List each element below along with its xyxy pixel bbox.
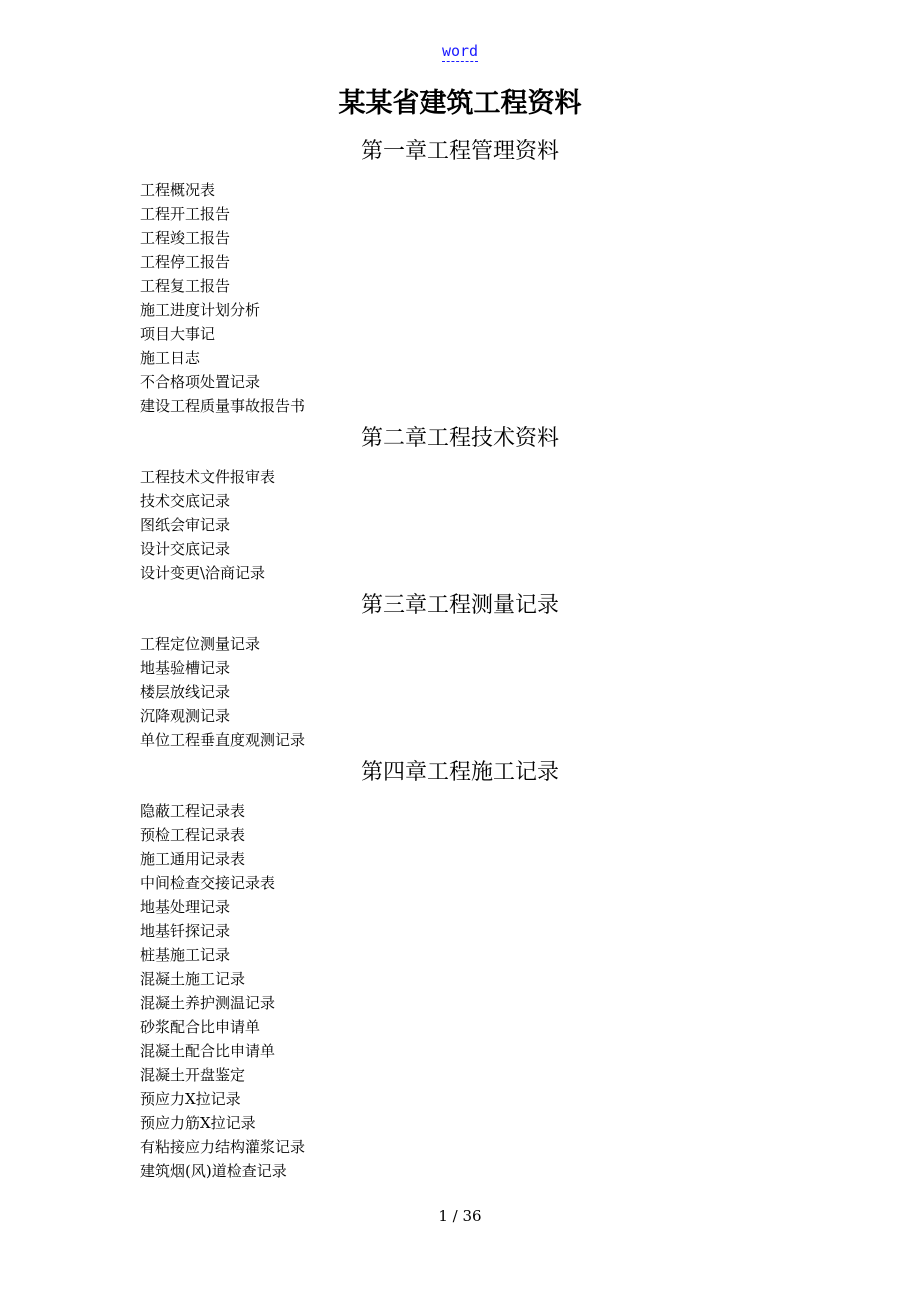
list-item: 图纸会审记录 — [140, 516, 231, 534]
list-item: 单位工程垂直度观测记录 — [140, 731, 306, 749]
list-item: 工程概况表 — [140, 181, 216, 199]
list-item: 建设工程质量事故报告书 — [140, 397, 306, 415]
chapter-1-list — [140, 178, 780, 418]
list-item: 中间检查交接记录表 — [140, 874, 276, 892]
list-item: 建筑烟(风)道检查记录 — [140, 1162, 287, 1180]
header-word-link[interactable] — [0, 40, 920, 62]
list-item: 施工日志 — [140, 349, 201, 367]
list-item: 项目大事记 — [140, 325, 216, 343]
list-item: 沉降观测记录 — [140, 707, 231, 725]
chapter-2-list — [140, 465, 780, 585]
page-indicator: 1 / 36 — [438, 1207, 482, 1225]
document-title: 某某省建筑工程资料 — [338, 88, 582, 119]
list-item: 地基钎探记录 — [140, 922, 231, 940]
document-body — [140, 134, 780, 1183]
list-item: 预应力X拉记录 — [140, 1090, 241, 1108]
list-item: 砂浆配合比申请单 — [140, 1018, 261, 1036]
chapter-3-list — [140, 632, 780, 752]
list-item: 预应力筋X拉记录 — [140, 1114, 256, 1132]
list-item: 混凝土施工记录 — [140, 970, 246, 988]
chapter-4-list — [140, 799, 780, 1183]
list-item: 工程竣工报告 — [140, 229, 231, 247]
list-item: 桩基施工记录 — [140, 946, 231, 964]
list-item: 混凝土养护测温记录 — [140, 994, 276, 1012]
list-item: 施工通用记录表 — [140, 850, 246, 868]
list-item: 工程开工报告 — [140, 205, 231, 223]
list-item: 混凝土配合比申请单 — [140, 1042, 276, 1060]
chapter-title-3: 第三章工程测量记录 — [360, 593, 559, 618]
list-item: 地基验槽记录 — [140, 659, 231, 677]
list-item: 不合格项处置记录 — [140, 373, 261, 391]
list-item: 施工进度计划分析 — [140, 301, 261, 319]
list-item: 技术交底记录 — [140, 492, 231, 510]
list-item: 工程定位测量记录 — [140, 635, 261, 653]
list-item: 楼层放线记录 — [140, 683, 231, 701]
list-item: 工程停工报告 — [140, 253, 231, 271]
chapter-title-4: 第四章工程施工记录 — [360, 760, 559, 785]
list-item: 设计交底记录 — [140, 540, 231, 558]
list-item: 混凝土开盘鉴定 — [140, 1066, 246, 1084]
list-item: 有粘接应力结构灌浆记录 — [140, 1138, 306, 1156]
chapter-title-2: 第二章工程技术资料 — [360, 426, 559, 451]
list-item: 工程技术文件报审表 — [140, 468, 276, 486]
list-item: 预检工程记录表 — [140, 826, 246, 844]
chapter-title-1: 第一章工程管理资料 — [360, 139, 559, 164]
header-word-link-text[interactable]: word — [441, 42, 479, 60]
list-item: 地基处理记录 — [140, 898, 231, 916]
list-item: 工程复工报告 — [140, 277, 231, 295]
list-item: 隐蔽工程记录表 — [140, 802, 246, 820]
list-item: 设计变更\洽商记录 — [140, 564, 266, 582]
